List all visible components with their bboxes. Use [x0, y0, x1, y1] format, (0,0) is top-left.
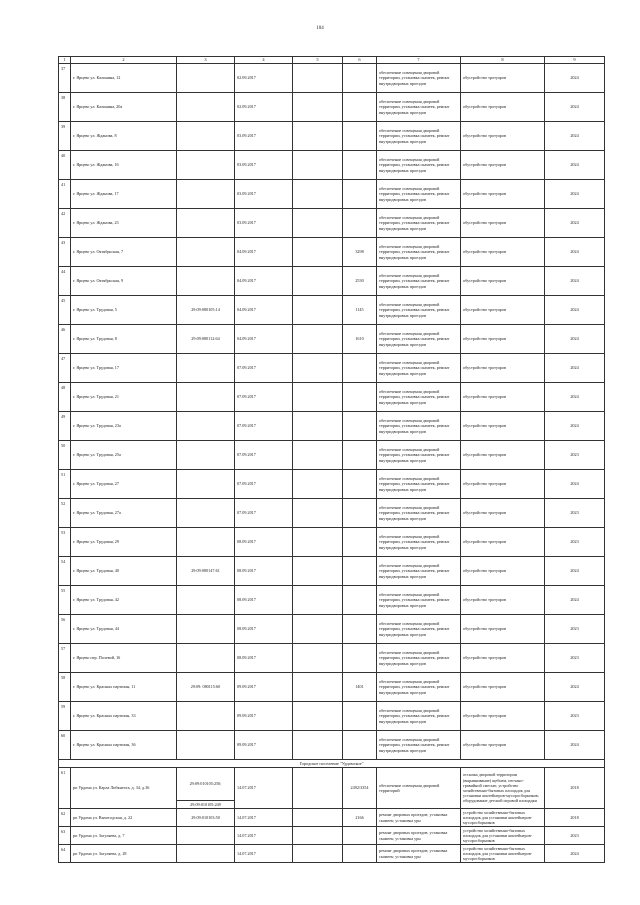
table-row — [59, 238, 605, 267]
cell-n: 59 — [59, 702, 71, 731]
cell-c5 — [293, 151, 343, 180]
cell-n: 40 — [59, 151, 71, 180]
cell-extra: отсыпка дворовой территории (выравнивание) щебнем, песчано-гравийной смесью; устройство хозяйственно-бытовых площадок для установки контейнеров-мусоросборников; оборудование детской игровой площадки — [461, 768, 545, 809]
table-row — [59, 586, 605, 615]
cell-c5 — [293, 93, 343, 122]
cell-addr: г. Ярцево ул. Октябрьская, 7 — [71, 238, 177, 267]
table-row — [59, 180, 605, 209]
cell-extra: обустройство тротуаров — [461, 731, 545, 760]
cell-addr: г. Ярцево ул. Жданова, 17 — [71, 180, 177, 209]
cell-extra: обустройство тротуаров — [461, 64, 545, 93]
cell-work: обеспечение освещения дворовой территории, установка скамеек, ремонт внутридворовых проездов — [377, 441, 461, 470]
cell-addr: г. Ярцево ул. Трудовая, 42 — [71, 586, 177, 615]
cell-c5 — [293, 325, 343, 354]
cell-cad — [177, 354, 235, 383]
cell-c5 — [293, 267, 343, 296]
cell-date: 08.09.2017 — [235, 557, 293, 586]
cell-extra: устройство хозяйственно-бытовых площадок для установки контейнеров-мусоросборников — [461, 845, 545, 863]
cell-work: обеспечение освещения дворовой территории, установка скамеек, ремонт внутридворовых проездов — [377, 93, 461, 122]
cell-year: 2024 — [545, 296, 605, 325]
cell-date: 04.09.2017 — [235, 296, 293, 325]
cell-addr: рп Урдома ул. Вычегодская, д. 22 — [71, 809, 177, 827]
cell-area — [343, 499, 377, 528]
cell-cad — [177, 383, 235, 412]
cell-c5 — [293, 441, 343, 470]
cell-n: 51 — [59, 470, 71, 499]
cell-n: 55 — [59, 586, 71, 615]
cell-area: 1145 — [343, 296, 377, 325]
cell-extra: устройство хозяйственно-бытовых площадок для установки контейнеров-мусоросборников — [461, 809, 545, 827]
table-row — [59, 325, 605, 354]
cell-date: 14.07.2017 — [235, 809, 293, 827]
cell-area — [343, 731, 377, 760]
cell-n: 53 — [59, 528, 71, 557]
cell-area: 1610 — [343, 325, 377, 354]
cell-cad — [177, 64, 235, 93]
cell-cad — [177, 267, 235, 296]
cell-area — [343, 122, 377, 151]
cell-area — [343, 586, 377, 615]
cell-n: 41 — [59, 180, 71, 209]
cell-addr: г. Ярцево ул. Жданова, 23 — [71, 209, 177, 238]
cell-date: 07.09.2017 — [235, 499, 293, 528]
cell-n: 45 — [59, 296, 71, 325]
cell-extra: обустройство тротуаров — [461, 296, 545, 325]
cell-year: 2023 — [545, 702, 605, 731]
table-row — [59, 644, 605, 673]
cell-work: обеспечение освещения дворовой территорий — [377, 768, 461, 809]
cell-area — [343, 64, 377, 93]
cell-extra: обустройство тротуаров — [461, 441, 545, 470]
cell-c5 — [293, 470, 343, 499]
cell-c5 — [293, 64, 343, 93]
cell-addr: рп Урдома ул. Загуляева, д. 28 — [71, 845, 177, 863]
cell-area — [343, 412, 377, 441]
table-row — [59, 615, 605, 644]
cell-n: 58 — [59, 673, 71, 702]
cell-date: 03.09.2017 — [235, 180, 293, 209]
cell-year: 2024 — [545, 93, 605, 122]
cell-area — [343, 702, 377, 731]
table-row — [59, 702, 605, 731]
cell-extra: обустройство тротуаров — [461, 325, 545, 354]
cell-work: обеспечение освещения дворовой территории, установка скамеек, ремонт внутридворовых проездов — [377, 209, 461, 238]
table-row — [59, 809, 605, 827]
cell-work: обеспечение освещения дворовой территории, установка скамеек, ремонт внутридворовых проездов — [377, 354, 461, 383]
cell-addr: г. Ярцево ул. Калинина, 12 — [71, 64, 177, 93]
cell-extra: обустройство тротуаров — [461, 412, 545, 441]
cell-work: обеспечение освещения дворовой территории, установка скамеек, ремонт внутридворовых проездов — [377, 615, 461, 644]
yards-table — [58, 56, 605, 863]
cell-area — [343, 827, 377, 845]
cell-n: 49 — [59, 412, 71, 441]
cell-addr: г. Ярцево ул. Трудовая, 8 — [71, 325, 177, 354]
cell-addr: г. Ярцево ул. Трудовая, 17 — [71, 354, 177, 383]
cell-n: 39 — [59, 122, 71, 151]
cell-addr: г. Ярцево ул. Трудовая, 27 — [71, 470, 177, 499]
cell-cad: 29:09:010103:50 — [177, 809, 235, 827]
cell-area — [343, 845, 377, 863]
cell-c5 — [293, 586, 343, 615]
cell-addr: г. Ярцево ул. Красных партизан, 33 — [71, 702, 177, 731]
cell-area — [343, 557, 377, 586]
cell-addr: г. Ярцево ул. Калинина, 20а — [71, 93, 177, 122]
cell-c5 — [293, 383, 343, 412]
cell-year: 2023 — [545, 827, 605, 845]
cell-c5 — [293, 702, 343, 731]
cell-addr: г. Ярцево ул. Трудовая, 40 — [71, 557, 177, 586]
cell-c5 — [293, 673, 343, 702]
cell-extra: обустройство тротуаров — [461, 209, 545, 238]
cell-work: ремонт дворовых проездов; установка скамеек; установка урн — [377, 845, 461, 863]
cell-area — [343, 93, 377, 122]
cell-date: 08.09.2017 — [235, 528, 293, 557]
table-row — [59, 827, 605, 845]
cell-extra: обустройство тротуаров — [461, 702, 545, 731]
cell-year: 2023 — [545, 441, 605, 470]
cell-c5 — [293, 557, 343, 586]
cell-extra: обустройство тротуаров — [461, 383, 545, 412]
cell-work: обеспечение освещения дворовой территории, установка скамеек, ремонт внутридворовых проездов — [377, 557, 461, 586]
cell-cad — [177, 499, 235, 528]
cell-cad: 29:09:010105:250; — [177, 768, 235, 801]
cell-year: 2023 — [545, 615, 605, 644]
table-row — [59, 470, 605, 499]
cell-year: 2024 — [545, 845, 605, 863]
cell-c5 — [293, 809, 343, 827]
cell-year: 2024 — [545, 470, 605, 499]
cell-addr: г. Ярцево ул. Трудовая, 25а — [71, 441, 177, 470]
table-row — [59, 731, 605, 760]
page-number: 104 — [316, 26, 324, 31]
cell-area — [343, 644, 377, 673]
cell-addr: г. Ярцево ул. Трудовая, 23а — [71, 412, 177, 441]
cell-addr: г. Ярцево пер. Полевой, 16 — [71, 644, 177, 673]
cell-addr: рп Урдома ул. Загуляева, д. 7 — [71, 827, 177, 845]
cell-extra: обустройство тротуаров — [461, 354, 545, 383]
cell-addr: г. Ярцево ул. Жданова, 8 — [71, 122, 177, 151]
cell-extra: обустройство тротуаров — [461, 180, 545, 209]
cell-date: 08.09.2017 — [235, 615, 293, 644]
cell-extra: обустройство тротуаров — [461, 673, 545, 702]
cell-addr: г. Ярцево ул. Красных партизан, 36 — [71, 731, 177, 760]
cell-date: 02.09.2017 — [235, 64, 293, 93]
table-row — [59, 267, 605, 296]
cell-cad — [177, 528, 235, 557]
cell-date: 03.09.2017 — [235, 209, 293, 238]
cell-c5 — [293, 644, 343, 673]
cell-area — [343, 180, 377, 209]
cell-cad — [177, 441, 235, 470]
cell-date: 09.09.2017 — [235, 673, 293, 702]
table-row — [59, 412, 605, 441]
cell-n: 37 — [59, 64, 71, 93]
table-row — [59, 209, 605, 238]
cell-c5 — [293, 296, 343, 325]
header-cell: 6 — [343, 57, 377, 64]
header-cell: 4 — [235, 57, 293, 64]
cell-date: 09.09.2017 — [235, 731, 293, 760]
cell-c5 — [293, 827, 343, 845]
cell-extra: обустройство тротуаров — [461, 557, 545, 586]
cell-year: 2024 — [545, 383, 605, 412]
cell-c5 — [293, 354, 343, 383]
table-row — [59, 845, 605, 863]
cell-year: 2024 — [545, 180, 605, 209]
cell-extra: обустройство тротуаров — [461, 528, 545, 557]
cell-year: 2024 — [545, 325, 605, 354]
cell-area — [343, 383, 377, 412]
cell-year: 2024 — [545, 557, 605, 586]
cell-area — [343, 209, 377, 238]
cell-addr: г. Ярцево ул. Трудовая, 44 — [71, 615, 177, 644]
cell-area: 1401 — [343, 673, 377, 702]
cell-date: 07.09.2017 — [235, 412, 293, 441]
cell-area: 2530 — [343, 267, 377, 296]
cell-c5 — [293, 615, 343, 644]
cell-cad: 29:09:080105:14 — [177, 296, 235, 325]
cell-cad: 29:09:080147:61 — [177, 557, 235, 586]
cell-addr: г. Ярцево ул. Трудовая, 5 — [71, 296, 177, 325]
cell-n: 54 — [59, 557, 71, 586]
header-cell: 9 — [545, 57, 605, 64]
cell-n: 46 — [59, 325, 71, 354]
cell-cad — [177, 122, 235, 151]
cell-cad — [177, 731, 235, 760]
cell-area — [343, 441, 377, 470]
cell-area — [343, 151, 377, 180]
cell-date: 07.09.2017 — [235, 441, 293, 470]
cell-work: обеспечение освещения дворовой территории, установка скамеек, ремонт внутридворовых проездов — [377, 238, 461, 267]
table-row — [59, 383, 605, 412]
cell-work: обеспечение освещения дворовой территории, установка скамеек, ремонт внутридворовых проездов — [377, 325, 461, 354]
cell-year: 2018 — [545, 809, 605, 827]
cell-work: обеспечение освещения дворовой территории, установка скамеек, ремонт внутридворовых проездов — [377, 64, 461, 93]
cell-n: 64 — [59, 845, 71, 863]
cell-year: 2024 — [545, 586, 605, 615]
cell-cad — [177, 615, 235, 644]
cell-year: 2024 — [545, 151, 605, 180]
cell-work: обеспечение освещения дворовой территории, установка скамеек, ремонт внутридворовых проездов — [377, 470, 461, 499]
cell-work: обеспечение освещения дворовой территории, установка скамеек, ремонт внутридворовых проездов — [377, 731, 461, 760]
table-row — [59, 557, 605, 586]
cell-date: 14.07.2017 — [235, 827, 293, 845]
cell-work: обеспечение освещения дворовой территории, установка скамеек, ремонт внутридворовых проездов — [377, 673, 461, 702]
cell-n: 61 — [59, 768, 71, 809]
cell-work: обеспечение освещения дворовой территории, установка скамеек, ремонт внутридворовых проездов — [377, 644, 461, 673]
cell-cad — [177, 180, 235, 209]
cell-work: ремонт дворовых проездов; установка скамеек; установка урн — [377, 827, 461, 845]
cell-extra: обустройство тротуаров — [461, 586, 545, 615]
cell-year: 2024 — [545, 673, 605, 702]
cell-extra: обустройство тротуаров — [461, 615, 545, 644]
cell-cad: 29:09: 080115:60 — [177, 673, 235, 702]
cell-work: обеспечение освещения дворовой территории, установка скамеек, ремонт внутридворовых проездов — [377, 296, 461, 325]
cell-extra: обустройство тротуаров — [461, 644, 545, 673]
table-row — [59, 441, 605, 470]
cell-n: 63 — [59, 827, 71, 845]
cell-extra: обустройство тротуаров — [461, 151, 545, 180]
cell-addr: г. Ярцево ул. Трудовая, 27а — [71, 499, 177, 528]
cell-n: 62 — [59, 809, 71, 827]
header-cell: 3 — [177, 57, 235, 64]
table-row — [59, 768, 605, 801]
table-row — [59, 64, 605, 93]
header-cell: 8 — [461, 57, 545, 64]
cell-n: 56 — [59, 615, 71, 644]
cell-cad — [177, 93, 235, 122]
cell-n: 42 — [59, 209, 71, 238]
cell-area: 2492/3354 — [343, 768, 377, 809]
cell-date: 14.07.2017 — [235, 845, 293, 863]
cell-area: 3298 — [343, 238, 377, 267]
header-cell: 1 — [59, 57, 71, 64]
cell-c5 — [293, 238, 343, 267]
cell-date: 04.09.2017 — [235, 238, 293, 267]
header-cell: 5 — [293, 57, 343, 64]
cell-c5 — [293, 209, 343, 238]
header-cell: 2 — [71, 57, 177, 64]
cell-cad: 29:09:010105:249 — [177, 800, 235, 808]
cell-extra: обустройство тротуаров — [461, 499, 545, 528]
table-row — [59, 528, 605, 557]
cell-c5 — [293, 180, 343, 209]
cell-year: 2024 — [545, 412, 605, 441]
cell-cad — [177, 644, 235, 673]
cell-cad — [177, 827, 235, 845]
cell-area: 2166 — [343, 809, 377, 827]
table-row — [59, 93, 605, 122]
cell-work: обеспечение освещения дворовой территории, установка скамеек, ремонт внутридворовых проездов — [377, 528, 461, 557]
cell-area — [343, 528, 377, 557]
cell-work: обеспечение освещения дворовой территории, установка скамеек, ремонт внутридворовых проездов — [377, 383, 461, 412]
cell-c5 — [293, 845, 343, 863]
cell-n: 52 — [59, 499, 71, 528]
cell-date: 03.09.2017 — [235, 151, 293, 180]
table-row — [59, 122, 605, 151]
cell-area — [343, 354, 377, 383]
cell-date: 07.09.2017 — [235, 470, 293, 499]
cell-year: 2023 — [545, 528, 605, 557]
table-row — [59, 354, 605, 383]
cell-year: 2024 — [545, 267, 605, 296]
cell-year: 2024 — [545, 238, 605, 267]
cell-addr: г. Ярцево ул. Жданова, 16 — [71, 151, 177, 180]
cell-n: 48 — [59, 383, 71, 412]
table-row — [59, 296, 605, 325]
cell-n: 57 — [59, 644, 71, 673]
cell-n: 38 — [59, 93, 71, 122]
cell-c5 — [293, 528, 343, 557]
cell-addr: рп Урдома ул. Карла Либкнехта, д. 34, д.36 — [71, 768, 177, 809]
cell-n: 47 — [59, 354, 71, 383]
cell-addr: г. Ярцево ул. Трудовая, 21 — [71, 383, 177, 412]
cell-year: 2024 — [545, 64, 605, 93]
cell-work: обеспечение освещения дворовой территории, установка скамеек, ремонт внутридворовых проездов — [377, 702, 461, 731]
cell-area — [343, 615, 377, 644]
table-row — [59, 499, 605, 528]
cell-date: 04.09.2017 — [235, 267, 293, 296]
cell-date: 07.09.2017 — [235, 354, 293, 383]
cell-work: обеспечение освещения дворовой территории, установка скамеек, ремонт внутридворовых проездов — [377, 586, 461, 615]
cell-cad: 29:09:080112:64 — [177, 325, 235, 354]
cell-extra: обустройство тротуаров — [461, 93, 545, 122]
cell-cad — [177, 412, 235, 441]
cell-extra: обустройство тротуаров — [461, 122, 545, 151]
cell-date: 07.09.2017 — [235, 383, 293, 412]
cell-work: обеспечение освещения дворовой территории, установка скамеек, ремонт внутридворовых проездов — [377, 267, 461, 296]
cell-year: 2018 — [545, 768, 605, 809]
cell-n: 50 — [59, 441, 71, 470]
cell-extra: обустройство тротуаров — [461, 238, 545, 267]
cell-cad — [177, 586, 235, 615]
cell-work: обеспечение освещения дворовой территории, установка скамеек, ремонт внутридворовых проездов — [377, 122, 461, 151]
table-row — [59, 673, 605, 702]
section-title: Городское поселение "Урдомское" — [59, 760, 605, 768]
cell-work: обеспечение освещения дворовой территории, установка скамеек, ремонт внутридворовых проездов — [377, 412, 461, 441]
cell-c5 — [293, 499, 343, 528]
cell-date: 02.09.2017 — [235, 93, 293, 122]
cell-date: 14.07.2017 — [235, 768, 293, 809]
cell-cad — [177, 470, 235, 499]
cell-c5 — [293, 731, 343, 760]
cell-year: 2024 — [545, 731, 605, 760]
cell-c5 — [293, 122, 343, 151]
section-row — [59, 760, 605, 768]
cell-work: обеспечение освещения дворовой территории, установка скамеек, ремонт внутридворовых проездов — [377, 151, 461, 180]
cell-extra: обустройство тротуаров — [461, 267, 545, 296]
cell-year: 2024 — [545, 122, 605, 151]
cell-cad — [177, 702, 235, 731]
cell-year: 2023 — [545, 499, 605, 528]
cell-cad — [177, 151, 235, 180]
cell-cad — [177, 209, 235, 238]
cell-cad — [177, 238, 235, 267]
cell-extra: устройство хозяйственно-бытовых площадок для установки контейнеров-мусоросборников — [461, 827, 545, 845]
cell-addr: г. Ярцево ул. Трудовая, 29 — [71, 528, 177, 557]
cell-date: 03.09.2017 — [235, 122, 293, 151]
cell-extra: обустройство тротуаров — [461, 470, 545, 499]
cell-area — [343, 470, 377, 499]
cell-year: 2023 — [545, 644, 605, 673]
table-row — [59, 151, 605, 180]
cell-work: обеспечение освещения дворовой территории, установка скамеек, ремонт внутридворовых проездов — [377, 180, 461, 209]
cell-work: ремонт дворовых проездов; установка скамеек; установка урн — [377, 809, 461, 827]
cell-date: 08.09.2017 — [235, 644, 293, 673]
cell-addr: г. Ярцево ул. Октябрьская, 9 — [71, 267, 177, 296]
cell-date: 04.09.2017 — [235, 325, 293, 354]
cell-c5 — [293, 412, 343, 441]
header-cell: 7 — [377, 57, 461, 64]
cell-addr: г. Ярцево ул. Красных партизан, 11 — [71, 673, 177, 702]
cell-n: 60 — [59, 731, 71, 760]
cell-n: 43 — [59, 238, 71, 267]
cell-c5 — [293, 768, 343, 809]
cell-cad — [177, 845, 235, 863]
header-row — [59, 57, 605, 64]
cell-work: обеспечение освещения дворовой территории, установка скамеек, ремонт внутридворовых проездов — [377, 499, 461, 528]
cell-date: 08.09.2017 — [235, 586, 293, 615]
cell-date: 09.09.2017 — [235, 702, 293, 731]
cell-year: 2024 — [545, 209, 605, 238]
cell-n: 44 — [59, 267, 71, 296]
cell-year: 2024 — [545, 354, 605, 383]
